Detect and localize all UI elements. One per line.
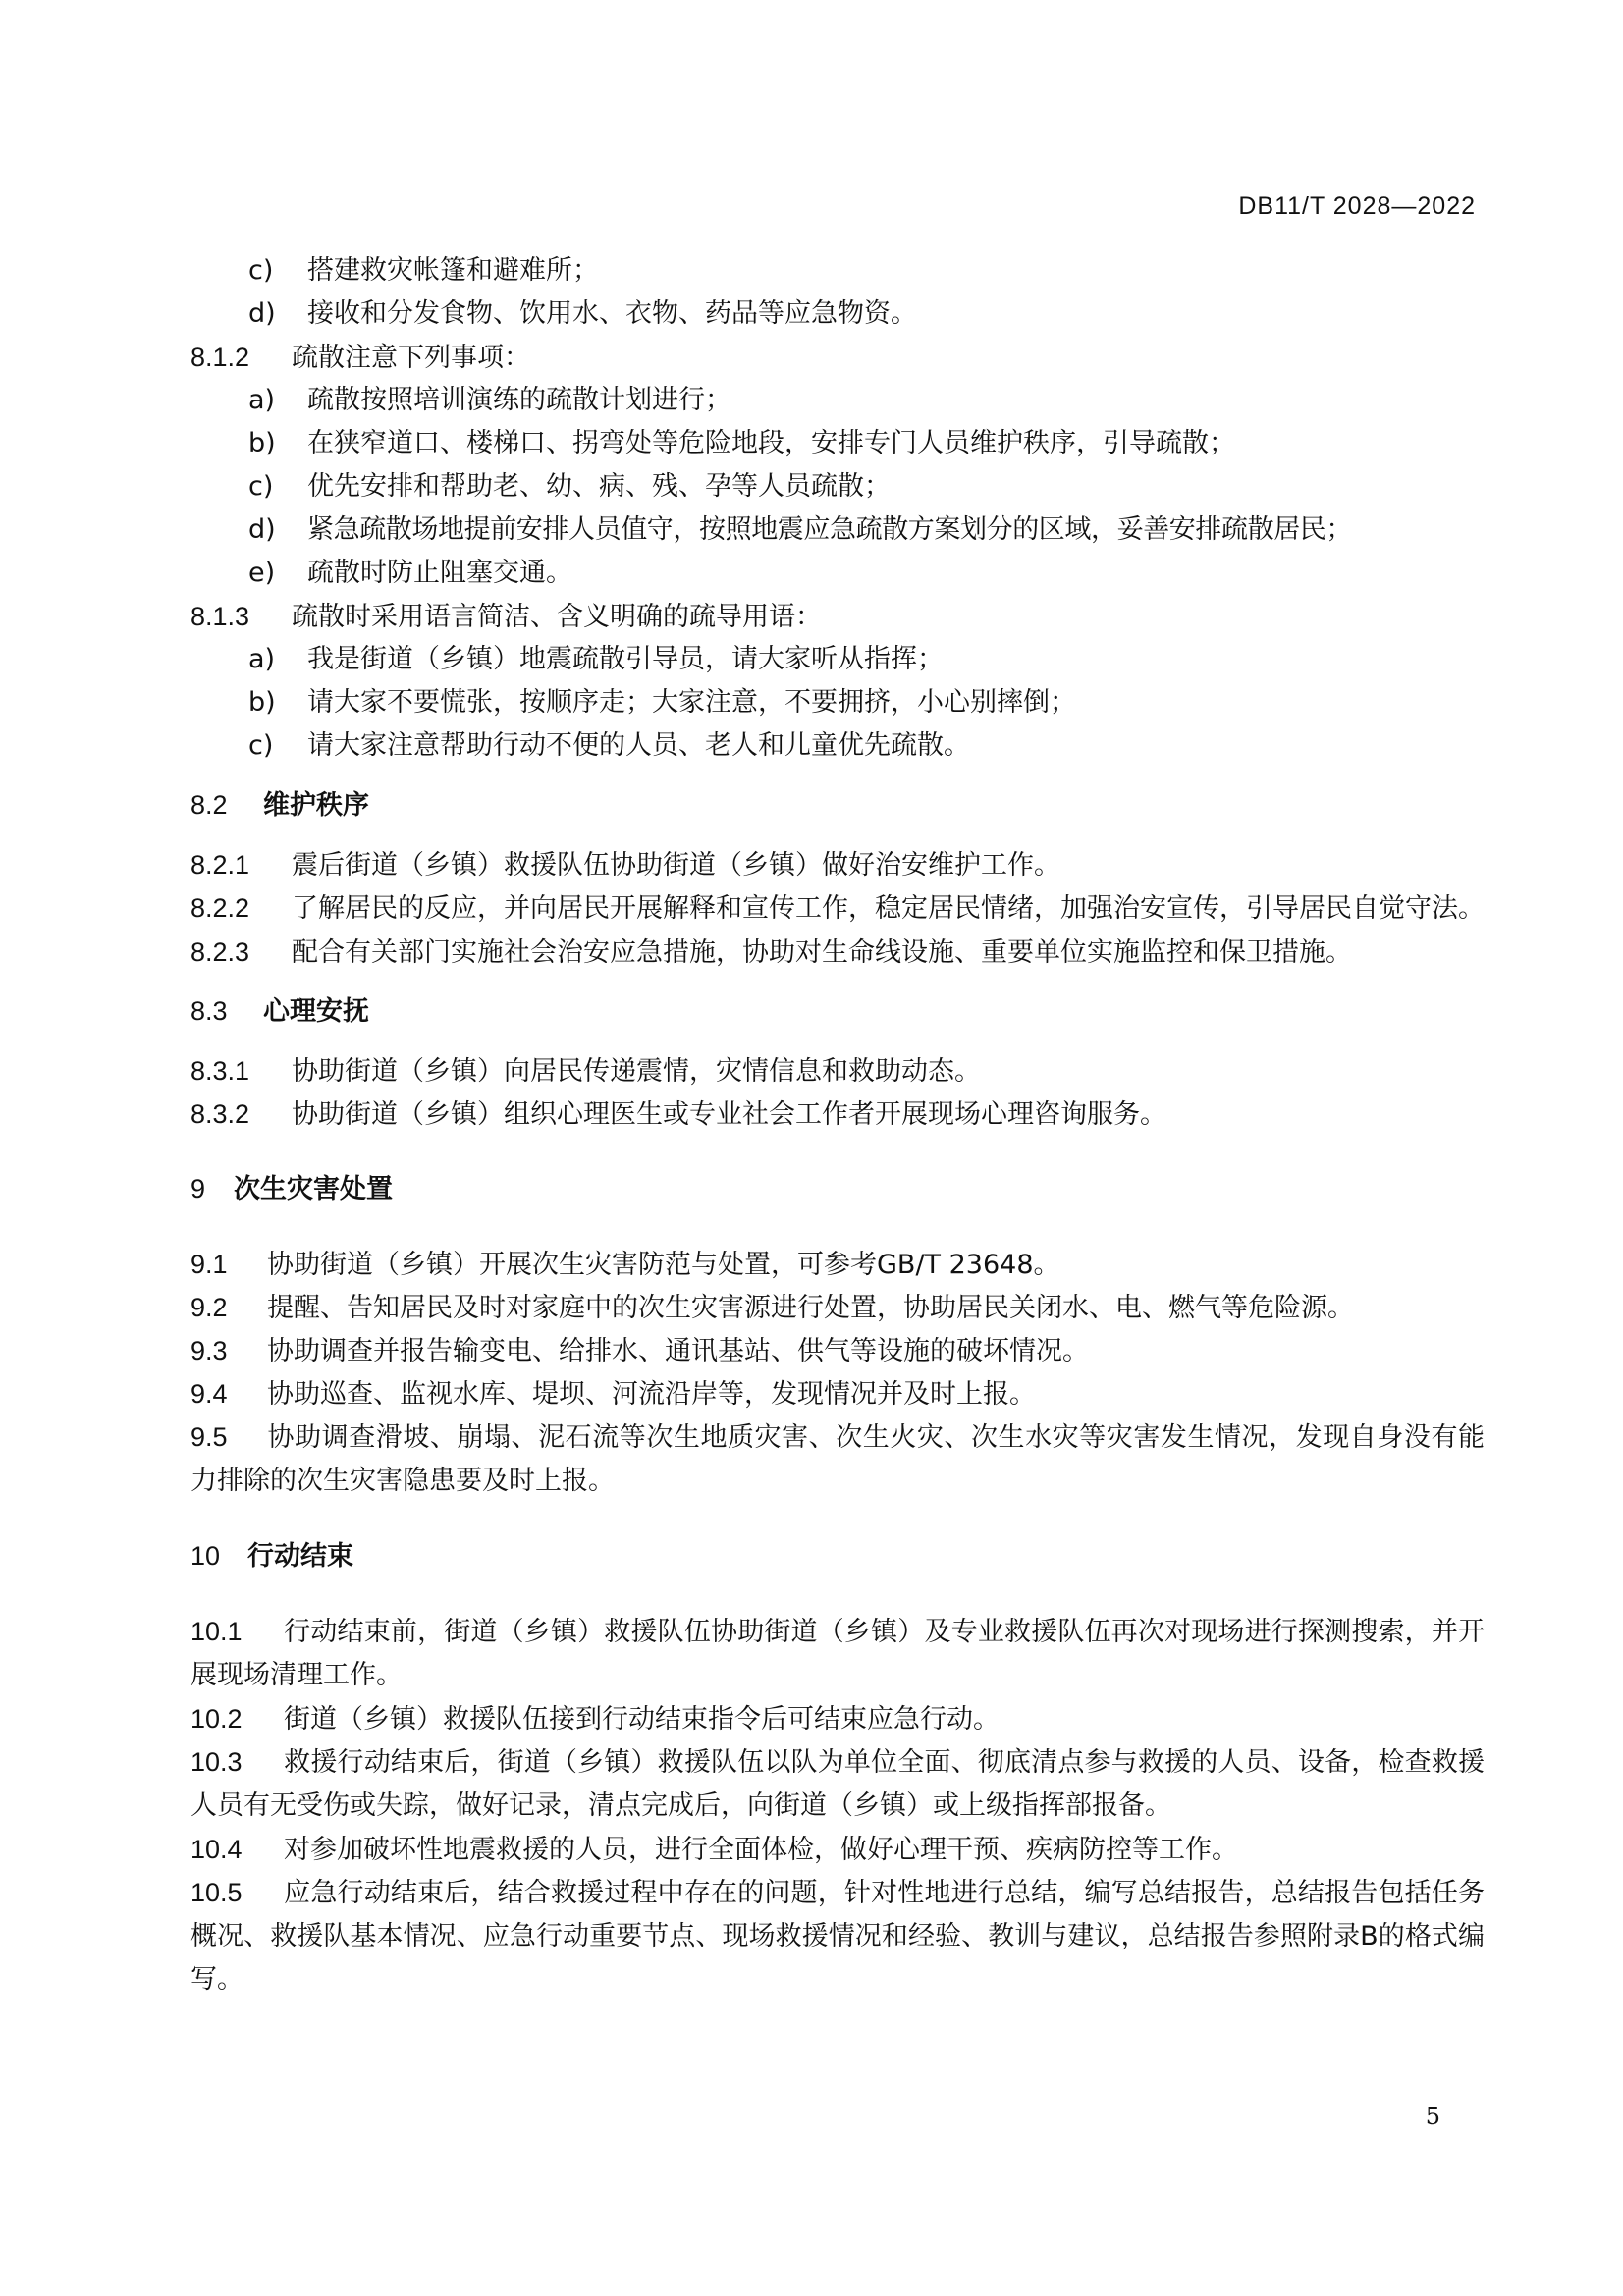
section-number: 8.2 bbox=[190, 790, 228, 820]
list-item-text: 疏散按照培训演练的疏散计划进行； bbox=[307, 385, 731, 415]
clause-number: 8.2.3 bbox=[190, 937, 250, 967]
list-item-text: 我是街道（乡镇）地震疏散引导员，请大家听从指挥； bbox=[307, 644, 944, 674]
clause-text: 对参加破坏性地震救援的人员，进行全面体检，做好心理干预、疾病防控等工作。 bbox=[284, 1835, 1238, 1865]
clause-10-1 bbox=[190, 1610, 1485, 1697]
clause-text: 协助街道（乡镇）组织心理医生或专业社会工作者开展现场心理咨询服务。 bbox=[292, 1099, 1166, 1130]
list-item bbox=[190, 379, 1485, 422]
chapter-heading-9 bbox=[190, 1167, 1485, 1211]
clause-text: 协助调查滑坡、崩塌、泥石流等次生地质灾害、次生火灾、次生水灾等灾害发生情况，发现自身没有能力排除的次生灾害隐患要及时上报。 bbox=[190, 1422, 1485, 1496]
page-number: 5 bbox=[1425, 2103, 1440, 2130]
clause-text: 协助街道（乡镇）开展次生灾害防范与处置，可参考GB/T 23648。 bbox=[267, 1250, 1060, 1280]
clause-8-3-2 bbox=[190, 1093, 1485, 1136]
clause-8-2-3 bbox=[190, 931, 1485, 974]
clause-8-1-2 bbox=[190, 336, 1485, 379]
list-item-text: 紧急疏散场地提前安排人员值守，按照地震应急疏散方案划分的区域，妥善安排疏散居民； bbox=[307, 514, 1352, 545]
clause-number: 9.5 bbox=[190, 1422, 228, 1452]
clause-10-2 bbox=[190, 1697, 1485, 1740]
clause-10-5 bbox=[190, 1871, 1485, 2002]
clause-number: 10.5 bbox=[190, 1878, 243, 1907]
clause-number: 9.1 bbox=[190, 1250, 228, 1279]
clause-number: 9.3 bbox=[190, 1336, 228, 1365]
list-item-text: 请大家不要慌张，按顺序走；大家注意，不要拥挤，小心别摔倒； bbox=[307, 687, 1076, 718]
list-item-text: 优先安排和帮助老、幼、病、残、孕等人员疏散； bbox=[307, 471, 891, 502]
section-heading-8-2 bbox=[190, 783, 1485, 828]
clause-text: 协助街道（乡镇）向居民传递震情，灾情信息和救助动态。 bbox=[292, 1056, 981, 1087]
section-title: 心理安抚 bbox=[263, 996, 369, 1027]
section-title: 维护秩序 bbox=[263, 790, 369, 821]
clause-8-3-1 bbox=[190, 1049, 1485, 1093]
clause-text: 了解居民的反应，并向居民开展解释和宣传工作，稳定居民情绪，加强治安宣传，引导居民自觉守法。 bbox=[292, 893, 1485, 924]
chapter-number: 10 bbox=[190, 1541, 221, 1571]
list-item-label: a) bbox=[248, 385, 276, 415]
clause-number: 9.2 bbox=[190, 1293, 228, 1322]
list-item bbox=[190, 724, 1485, 768]
clause-text: 震后街道（乡镇）救援队伍协助街道（乡镇）做好治安维护工作。 bbox=[292, 850, 1060, 881]
document-code: DB11/T 2028—2022 bbox=[1238, 192, 1476, 220]
clause-number: 10.3 bbox=[190, 1747, 243, 1777]
list-item bbox=[190, 508, 1485, 552]
list-item-text: 请大家注意帮助行动不便的人员、老人和儿童优先疏散。 bbox=[307, 730, 970, 761]
list-item-text: 在狭窄道口、楼梯口、拐弯处等危险地段，安排专门人员维护秩序，引导疏散； bbox=[307, 428, 1235, 458]
list-item-label: b) bbox=[248, 687, 276, 718]
clause-text: 行动结束前，街道（乡镇）救援队伍协助街道（乡镇）及专业救援队伍再次对现场进行探测搜索，并开展现场清理工作。 bbox=[190, 1617, 1485, 1690]
list-item-text: 疏散时防止阻塞交通。 bbox=[307, 558, 572, 588]
list-item bbox=[190, 552, 1485, 595]
clause-9-2 bbox=[190, 1286, 1485, 1329]
clause-number: 10.2 bbox=[190, 1704, 243, 1734]
list-item bbox=[190, 638, 1485, 681]
clause-8-1-3 bbox=[190, 595, 1485, 638]
clause-10-3 bbox=[190, 1740, 1485, 1828]
clause-9-4 bbox=[190, 1372, 1485, 1415]
clause-text: 协助调查并报告输变电、给排水、通讯基站、供气等设施的破坏情况。 bbox=[267, 1336, 1089, 1366]
clause-number: 8.2.1 bbox=[190, 850, 250, 880]
chapter-heading-10 bbox=[190, 1534, 1485, 1578]
clause-number: 8.1.2 bbox=[190, 343, 250, 372]
chapter-title: 行动结束 bbox=[247, 1541, 353, 1572]
clause-text: 街道（乡镇）救援队伍接到行动结束指令后可结束应急行动。 bbox=[284, 1704, 1000, 1735]
list-item-text: 接收和分发食物、饮用水、衣物、药品等应急物资。 bbox=[307, 298, 917, 329]
clause-number: 8.3.1 bbox=[190, 1056, 250, 1086]
clause-number: 9.4 bbox=[190, 1379, 228, 1409]
clause-text: 应急行动结束后，结合救援过程中存在的问题，针对性地进行总结，编写总结报告，总结报告包括任务概况、救援队基本情况、应急行动重要节点、现场救援情况和经验、教训与建议，总结报告参照附录B的格式编写。 bbox=[190, 1878, 1485, 1995]
list-item-label: c) bbox=[248, 730, 274, 761]
clause-8-2-1 bbox=[190, 843, 1485, 886]
list-item-label: c) bbox=[248, 255, 274, 286]
list-item-label: a) bbox=[248, 644, 276, 674]
clause-text: 提醒、告知居民及时对家庭中的次生灾害源进行处置，协助居民关闭水、电、燃气等危险源。 bbox=[267, 1293, 1354, 1323]
chapter-number: 9 bbox=[190, 1174, 206, 1203]
list-item bbox=[190, 465, 1485, 508]
clause-text: 救援行动结束后，街道（乡镇）救援队伍以队为单位全面、彻底清点参与救援的人员、设备，检查救援人员有无受伤或失踪，做好记录，清点完成后，向街道（乡镇）或上级指挥部报备。 bbox=[190, 1747, 1485, 1821]
clause-8-2-2 bbox=[190, 886, 1485, 931]
clause-number: 8.1.3 bbox=[190, 602, 250, 631]
clause-text: 配合有关部门实施社会治安应急措施，协助对生命线设施、重要单位实施监控和保卫措施。 bbox=[292, 937, 1352, 968]
chapter-title: 次生灾害处置 bbox=[234, 1174, 393, 1204]
list-item bbox=[190, 293, 1485, 336]
list-item bbox=[190, 681, 1485, 724]
clause-10-4 bbox=[190, 1828, 1485, 1871]
section-number: 8.3 bbox=[190, 996, 228, 1026]
clause-number: 8.2.2 bbox=[190, 893, 250, 923]
clause-text: 疏散时采用语言简洁、含义明确的疏导用语： bbox=[292, 602, 822, 632]
section-heading-8-3 bbox=[190, 989, 1485, 1034]
clause-text: 疏散注意下列事项： bbox=[292, 343, 530, 373]
list-item bbox=[190, 422, 1485, 465]
page-body bbox=[190, 249, 1485, 2002]
clause-number: 10.1 bbox=[190, 1617, 243, 1646]
list-item-label: c) bbox=[248, 471, 274, 502]
list-item bbox=[190, 249, 1485, 293]
clause-number: 8.3.2 bbox=[190, 1099, 250, 1129]
list-item-label: d) bbox=[248, 514, 276, 545]
list-item-label: e) bbox=[248, 558, 276, 588]
clause-number: 10.4 bbox=[190, 1835, 243, 1864]
clause-9-3 bbox=[190, 1329, 1485, 1372]
clause-text: 协助巡查、监视水库、堤坝、河流沿岸等，发现情况并及时上报。 bbox=[267, 1379, 1036, 1410]
list-item-label: d) bbox=[248, 298, 276, 329]
clause-9-5 bbox=[190, 1415, 1485, 1503]
list-item-text: 搭建救灾帐篷和避难所； bbox=[307, 255, 599, 286]
list-item-label: b) bbox=[248, 428, 276, 458]
clause-9-1 bbox=[190, 1243, 1485, 1286]
